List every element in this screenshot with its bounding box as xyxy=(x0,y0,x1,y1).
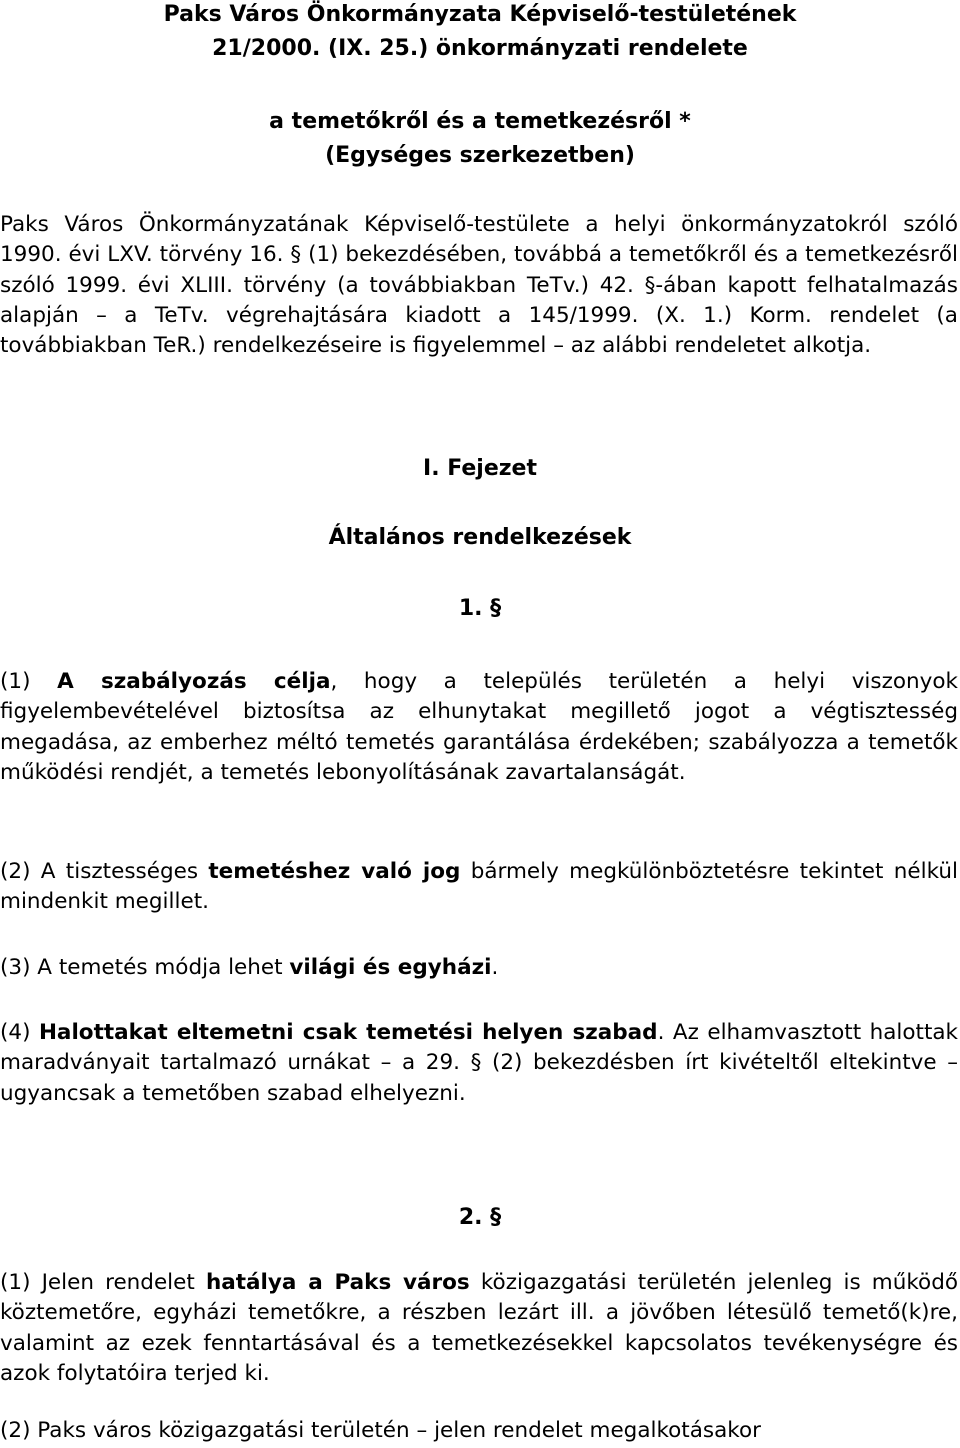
emphasis: hatálya a Paks város xyxy=(205,1270,470,1295)
title-line-1: Paks Város Önkormányzata Képviselő-testületének xyxy=(163,2,797,27)
section-1-paragraph-3: (3) A temetés módja lehet világi és egyházi. xyxy=(0,955,499,980)
title-line-3: a temetőkről és a temetkezésről * xyxy=(269,109,691,134)
emphasis: temetéshez való jog xyxy=(208,859,461,884)
title-block xyxy=(80,0,880,66)
emphasis: világi és egyházi xyxy=(289,955,492,980)
section-1-paragraph-1: (1) A szabályozás célja, hogy a település területén a helyi viszonyok figyelembevételével biztosítsa az elhunytakat megillető jogot a végtisztesség megadása, az emberhez méltó temetés garantálása érdekében; szabályozza a temetők működési rendjét, a temetés lebonyolításának zavartalanságát. xyxy=(0,669,958,785)
section-1-paragraph-2: (2) A tisztességes temetéshez való jog bármely megkülönböztetésre tekintet nélkül mindenkit megillet. xyxy=(0,859,958,915)
chapter-number: I. Fejezet xyxy=(423,456,537,481)
chapter-title: Általános rendelkezések xyxy=(328,525,632,550)
subtitle-block xyxy=(80,105,880,173)
section-2-paragraph-2: (2) Paks város közigazgatási területén – jelen rendelet megalkotásakor xyxy=(0,1418,761,1443)
preamble: Paks Város Önkormányzatának Képviselő-testülete a helyi önkormányzatokról szóló 1990. évi LXV. törvény 16. § (1) bekezdésében, továbbá a temetőkről és a temetkezésről szóló 1999. évi XLIII. törvény (a továbbiakban TeTv.) 42. §-ában kapott felhatalmazás alapján – a TeTv. végrehajtására kiadott a 145/1999. (X. 1.) Korm. rendelet (a továbbiakban TeR.) rendelkezéseire is figyelemmel – az alábbi rendeletet alkotja. xyxy=(0,212,958,359)
section-2-paragraph-1: (1) Jelen rendelet hatálya a Paks város közigazgatási területén jelenleg is működő köztemetőre, egyházi temetőkre, a részben lezárt ill. a jövőben létesülő temető(k)re, valamint az ezek fenntartásával és a temetkezésekkel kapcsolatos tevékenységre és azok folytatóira terjed ki. xyxy=(0,1270,958,1386)
section-1-paragraph-4: (4) Halottakat eltemetni csak temetési helyen szabad. Az elhamvasztott halottak maradványait tartalmazó urnákat – a 29. § (2) bekezdésben írt kivételtől eltekintve – ugyancsak a temetőben szabad elhelyezni. xyxy=(0,1020,959,1106)
section-1-number: 1. § xyxy=(458,596,502,621)
emphasis: A szabályozás célja xyxy=(57,669,331,694)
section-2-number: 2. § xyxy=(458,1205,502,1230)
title-line-2: 21/2000. (IX. 25.) önkormányzati rendelete xyxy=(212,36,748,61)
title-line-4: (Egységes szerkezetben) xyxy=(325,143,635,168)
emphasis: Halottakat eltemetni csak temetési helyen szabad xyxy=(38,1020,658,1045)
